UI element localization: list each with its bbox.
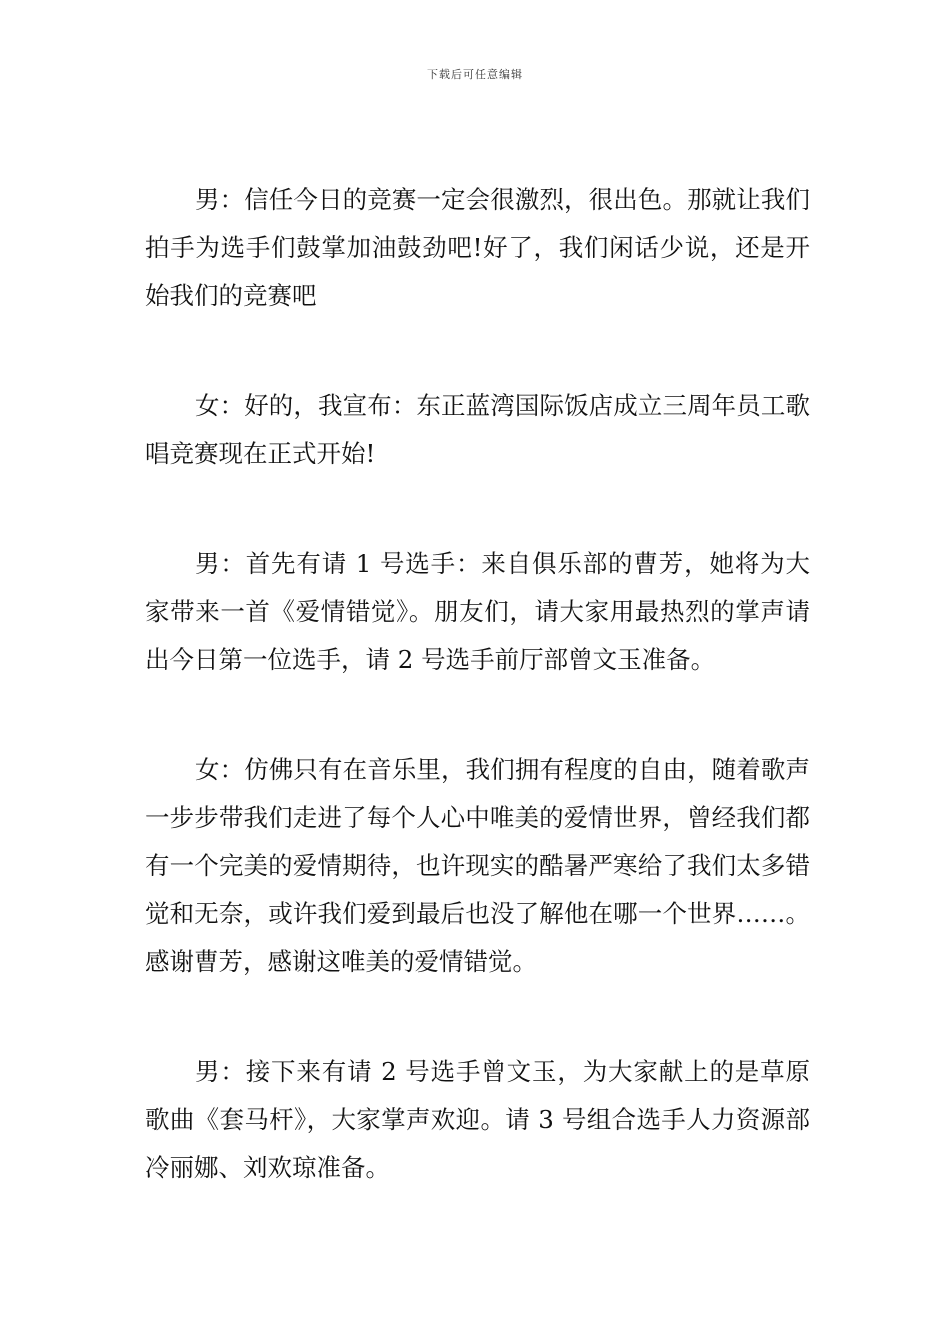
page-header: 下载后可任意编辑 — [427, 68, 523, 81]
paragraph: 男：接下来有请 2 号选手曾文玉，为大家献上的是草原歌曲《套马杆》，大家掌声欢迎。请 3 号组合选手人力资源部冷丽娜、刘欢琼准备。 — [145, 1057, 810, 1182]
paragraph: 女：仿佛只有在音乐里，我们拥有程度的自由，随着歌声一步步带我们走进了每个人心中唯美的爱情世界，曾经我们都有一个完美的爱情期待，也许现实的酷暑严寒给了我们太多错觉和无奈，或许我们爱到最后也没了解他在哪一个世界……。感谢曹芳，感谢这唯美的爱情错觉。 — [145, 755, 810, 976]
paragraph: 男：首先有请 1 号选手：来自俱乐部的曹芳，她将为大家带来一首《爱情错觉》。朋友们，请大家用最热烈的掌声请出今日第一位选手，请 2 号选手前厅部曾文玉准备。 — [145, 549, 810, 674]
paragraph: 男：信任今日的竞赛一定会很激烈，很出色。那就让我们拍手为选手们鼓掌加油鼓劲吧!好了，我们闲话少说，还是开始我们的竞赛吧 — [145, 185, 810, 310]
paragraph: 女：好的，我宣布：东正蓝湾国际饭店成立三周年员工歌唱竞赛现在正式开始! — [145, 391, 810, 468]
document-body — [145, 176, 810, 1254]
